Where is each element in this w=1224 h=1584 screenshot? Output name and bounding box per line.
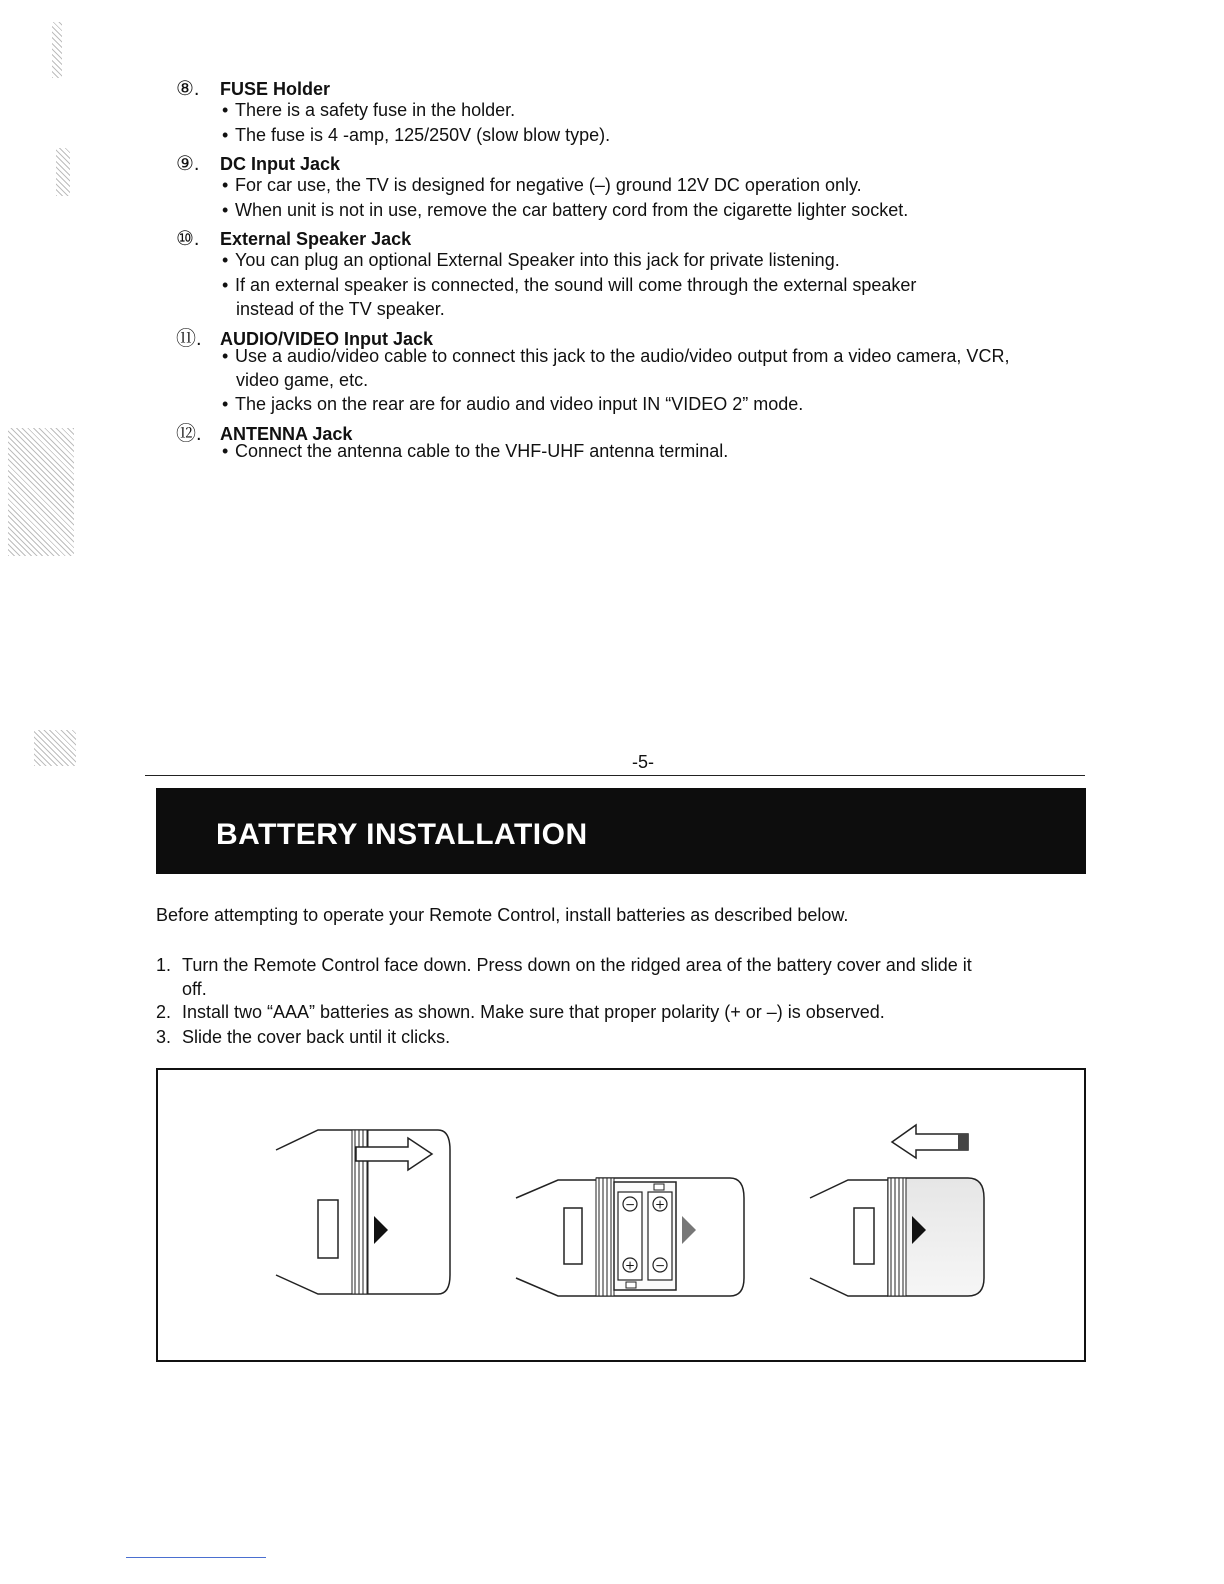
item-number: ⑩. (176, 228, 200, 250)
item-heading-external-speaker-jack (176, 226, 411, 251)
bullet-continuation: video game, etc. (236, 370, 369, 390)
arrow-left-icon (892, 1125, 968, 1158)
polarity-minus-label: − (624, 1197, 636, 1212)
remote-slide-on-icon (810, 1125, 984, 1296)
step-continuation: off. (182, 979, 207, 999)
item-title: DC Input Jack (220, 154, 341, 174)
item-title: External Speaker Jack (220, 229, 412, 249)
bullet-item: • Use a audio/video cable to connect this jack to the audio/video output from a video camera, VCR, (222, 346, 1010, 366)
bullet-item: • The fuse is 4 -amp, 125/250V (slow blow type). (222, 125, 611, 145)
bullet-item: • You can plug an optional External Speaker into this jack for private listening. (222, 250, 840, 270)
bullet-item: • If an external speaker is connected, the sound will come through the external speaker (222, 275, 917, 295)
page-divider (145, 775, 1085, 776)
item-title: ANTENNA Jack (220, 424, 353, 444)
item-number: ⑨. (176, 153, 200, 175)
battery-illustration (158, 1070, 1084, 1360)
scan-artifact (52, 22, 62, 78)
remote-slide-off-icon (158, 1070, 450, 1294)
bullet-item: • There is a safety fuse in the holder. (222, 100, 516, 120)
polarity-plus-label: + (624, 1258, 636, 1273)
battery-illustration-frame (156, 1068, 1086, 1362)
item-title: FUSE Holder (220, 79, 331, 99)
bullet-item: • Connect the antenna cable to the VHF-UHF antenna terminal. (222, 441, 729, 461)
section-banner (156, 788, 1086, 874)
scan-artifact (34, 730, 76, 766)
section-title: BATTERY INSTALLATION (216, 818, 588, 851)
item-number: ⑫. (176, 423, 202, 445)
page-number: -5- (632, 752, 654, 772)
polarity-plus-label: + (654, 1197, 666, 1212)
section-intro: Before attempting to operate your Remote Control, install batteries as described below. (156, 905, 849, 925)
item-heading-dc-input-jack (176, 151, 340, 176)
step-item: 1. Turn the Remote Control face down. Press down on the ridged area of the battery cover and slide it (156, 955, 972, 975)
polarity-minus-label: − (654, 1258, 666, 1273)
item-heading-fuse-holder (176, 76, 330, 101)
bullet-continuation: instead of the TV speaker. (236, 299, 445, 319)
step-item: 2. Install two “AAA” batteries as shown. Make sure that proper polarity (+ or –) is observed. (156, 1002, 885, 1022)
item-number: ⑧. (176, 78, 200, 100)
footer-line (126, 1557, 266, 1558)
item-number: ⑪. (176, 328, 202, 350)
step-item: 3. Slide the cover back until it clicks. (156, 1027, 451, 1047)
scan-artifact (56, 148, 70, 196)
item-title: AUDIO/VIDEO Input Jack (220, 329, 434, 349)
bullet-item: • For car use, the TV is designed for negative (–) ground 12V DC operation only. (222, 175, 862, 195)
arrow-right-icon (158, 1070, 432, 1170)
scan-artifact (8, 428, 74, 556)
remote-batteries-installed-icon (516, 1178, 744, 1296)
bullet-item: • When unit is not in use, remove the car battery cord from the cigarette lighter socket. (222, 200, 909, 220)
bullet-item: • The jacks on the rear are for audio and video input IN “VIDEO 2” mode. (222, 394, 804, 414)
